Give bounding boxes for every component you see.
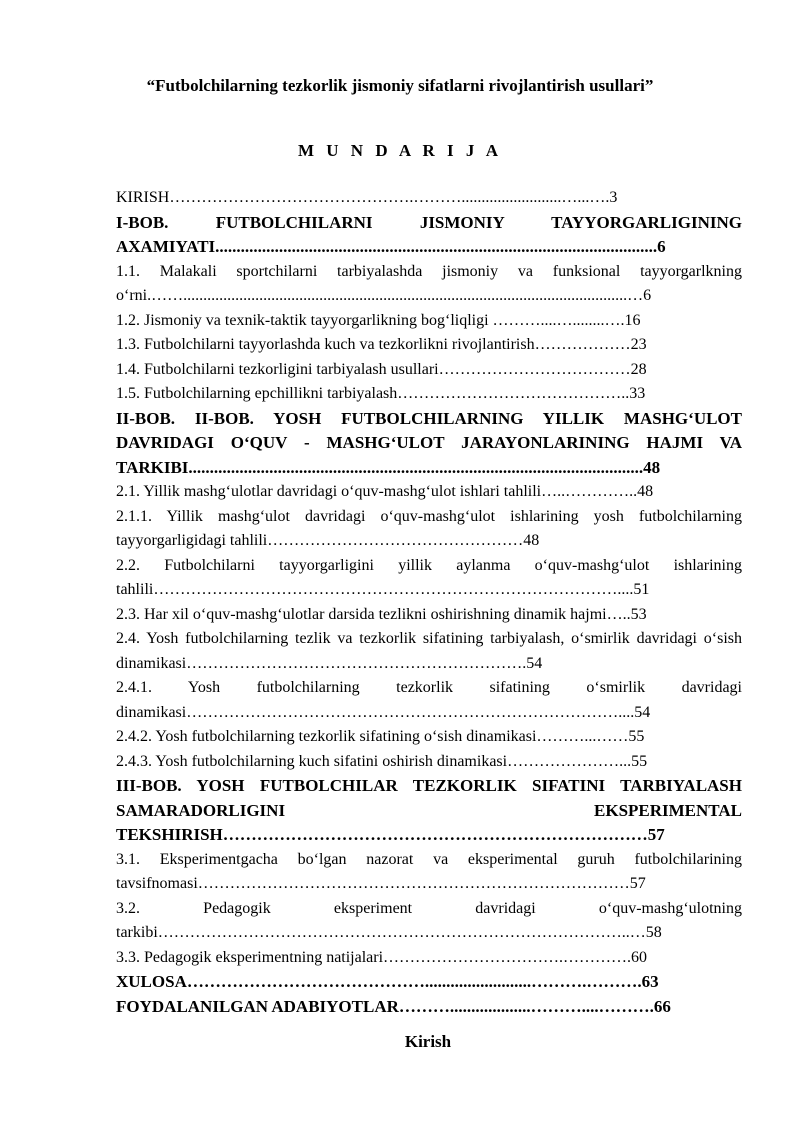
toc-entry-1-4: 1.4. Futbolchilarni tezkorligini tarbiyalash usullari………………………………28 (116, 360, 647, 378)
toc-heading: M U N D A R I J A (297, 141, 502, 160)
toc-entry-kirish: KIRISH……………………………………….……….........................…...….3 (116, 189, 618, 206)
table-of-contents (116, 186, 742, 1019)
toc-entry-2-1: 2.1. Yillik mashg‘ulotlar davridagi o‘quv-mashg‘ulot ishlari tahlili…..…………..48 (116, 483, 654, 500)
toc-entry-1-5: 1.5. Futbolchilarning epchillikni tarbiyalash……………………………………..33 (116, 385, 646, 402)
toc-entry-3-1: 3.1. Eksperimentgacha bo‘lgan nazorat va eksperimental guruh futbolchilarining tavsifnomasi………………………………………………………………………57 (116, 850, 742, 892)
toc-entry-1-1: 1.1. Malakali sportchilarni tarbiyalashda jismoniy va funksional tayyorgarlkning o‘rni.……...............................................................................................................…6 (116, 262, 742, 304)
toc-entry-2-4: 2.4. Yosh futbolchilarning tezlik va tezkorlik sifatining tarbiyalash, o‘smirlik davridagi o‘sish dinamikasi……………………………………………………….54 (116, 630, 742, 672)
document-title: “Futbolchilarning tezkorlik jismoniy sifatlarni rivojlantirish usullari” (146, 76, 654, 95)
toc-entry-2-4-3: 2.4.3. Yosh futbolchilarning kuch sifatini oshirish dinamikasi…………………...55 (116, 752, 648, 770)
toc-entry-2-4-2: 2.4.2. Yosh futbolchilarning tezkorlik sifatining o‘sish dinamikasi………...……55 (116, 728, 645, 745)
toc-entry-chapter-3: III-BOB. YOSH FUTBOLCHILAR TEZKORLIK SIFATINI TARBIYALASH SAMARADORLIGINI EKSPERIMENTAL TEKSHIRISH…………………………………………………………………57 (116, 776, 742, 844)
toc-entry-2-4-1: 2.4.1. Yosh futbolchilarning tezkorlik sifatining o‘smirlik davridagi dinamikasi………………………………………………………………………....54 (116, 679, 742, 721)
toc-entry-1-2: 1.2. Jismoniy va texnik-taktik tayyorgarlikning bog‘liqligi ………....…........….16 (116, 311, 641, 329)
toc-entry-2-2: 2.2. Futbolchilarni tayyorgarligini yillik aylanma o‘quv-mashg‘ulot ishlarining tahlili……………………………………………………………………………....51 (116, 556, 742, 598)
toc-entry-3-3: 3.3. Pedagogik eksperimentning natijalari…………………………….………….60 (116, 948, 648, 966)
toc-entry-references: FOYDALANILGAN ADABIYOTLAR………...................………....……….66 (116, 996, 671, 1016)
toc-entry-chapter-1: I-BOB. FUTBOLCHILARNI JISMONIY TAYYORGARLIGINING AXAMIYATI........................................................................................................6 (116, 212, 742, 256)
section-start-heading: Kirish (404, 1032, 452, 1051)
toc-entry-chapter-2: II-BOB. II-BOB. YOSH FUTBOLCHILARNING YILLIK MASHG‘ULOT DAVRIDAGI O‘QUV - MASHG‘ULOT JARAYONLARINING HAJMI VA TARKIBI...........................................................................................................48 (116, 408, 742, 477)
toc-entry-xulosa: XULOSA…………………………………….........................……….……….63 (116, 972, 659, 991)
toc-entry-3-2: 3.2. Pedagogik eksperiment davridagi o‘quv-mashg‘ulotning tarkibi……………………………………………………………………………..…58 (116, 899, 742, 941)
toc-entry-1-3: 1.3. Futbolchilarni tayyorlashda kuch va tezkorlikni rivojlantirish………………23 (116, 336, 647, 353)
toc-entry-2-1-1: 2.1.1. Yillik mashg‘ulot davridagi o‘quv-mashg‘ulot ishlarining yosh futbolchilarning tayyorgarligidagi tahlili…………………………………………48 (116, 507, 742, 549)
toc-entry-2-3: 2.3. Har xil o‘quv-mashg‘ulotlar darsida tezlikni oshirishning dinamik hajmi…..53 (116, 605, 647, 623)
